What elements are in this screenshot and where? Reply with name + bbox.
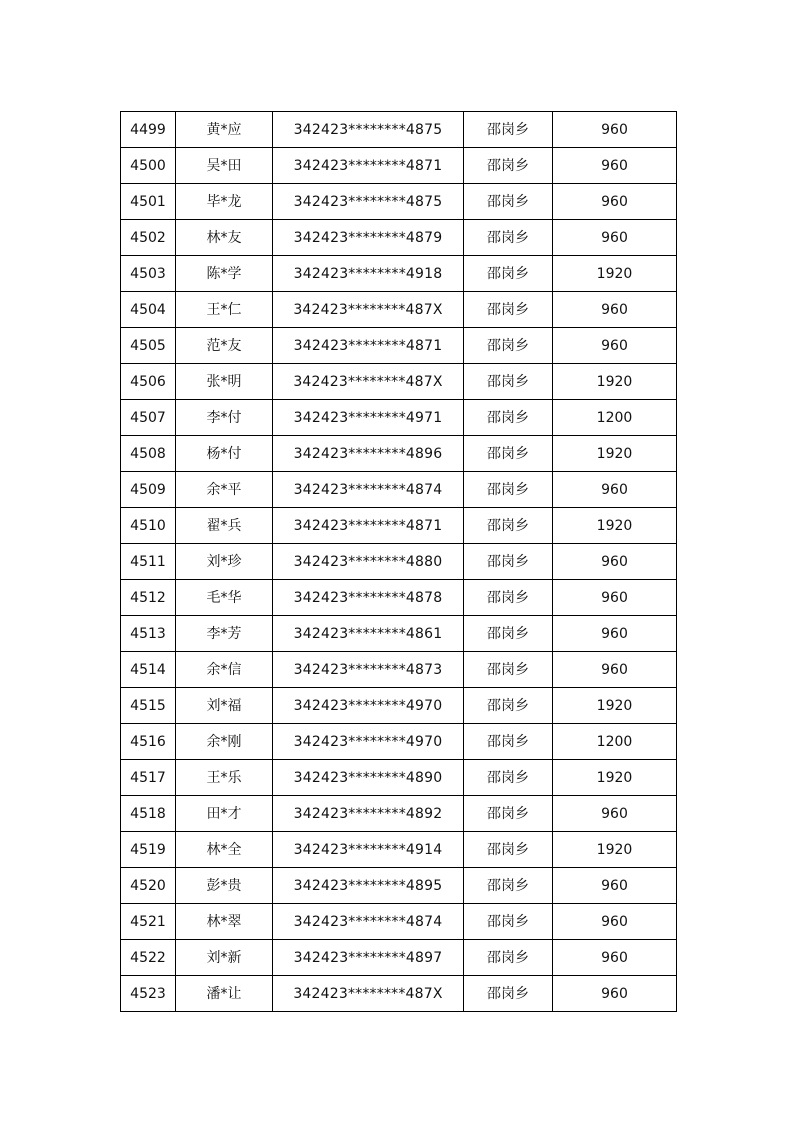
id-number-cell: 342423********4880 <box>273 544 464 580</box>
name-cell: 李*芳 <box>176 616 273 652</box>
id-number-cell: 342423********4897 <box>273 940 464 976</box>
table-row <box>121 760 677 796</box>
name-cell: 陈*学 <box>176 256 273 292</box>
id-number-cell: 342423********487X <box>273 292 464 328</box>
row-number-cell: 4512 <box>121 580 176 616</box>
table-row <box>121 508 677 544</box>
name-cell: 潘*让 <box>176 976 273 1012</box>
table-row <box>121 292 677 328</box>
township-cell: 邵岗乡 <box>464 868 553 904</box>
id-number-cell: 342423********4896 <box>273 436 464 472</box>
table-row <box>121 112 677 148</box>
table-row <box>121 544 677 580</box>
amount-cell: 960 <box>553 472 677 508</box>
township-cell: 邵岗乡 <box>464 364 553 400</box>
row-number-cell: 4505 <box>121 328 176 364</box>
row-number-cell: 4520 <box>121 868 176 904</box>
row-number-cell: 4517 <box>121 760 176 796</box>
row-number-cell: 4501 <box>121 184 176 220</box>
row-number-cell: 4511 <box>121 544 176 580</box>
amount-cell: 960 <box>553 616 677 652</box>
name-cell: 吴*田 <box>176 148 273 184</box>
row-number-cell: 4508 <box>121 436 176 472</box>
township-cell: 邵岗乡 <box>464 832 553 868</box>
township-cell: 邵岗乡 <box>464 796 553 832</box>
amount-cell: 960 <box>553 940 677 976</box>
township-cell: 邵岗乡 <box>464 760 553 796</box>
name-cell: 刘*福 <box>176 688 273 724</box>
amount-cell: 1920 <box>553 436 677 472</box>
table-row <box>121 580 677 616</box>
township-cell: 邵岗乡 <box>464 724 553 760</box>
table-row <box>121 832 677 868</box>
row-number-cell: 4515 <box>121 688 176 724</box>
table-row <box>121 472 677 508</box>
table-row <box>121 904 677 940</box>
amount-cell: 960 <box>553 184 677 220</box>
name-cell: 王*乐 <box>176 760 273 796</box>
id-number-cell: 342423********487X <box>273 976 464 1012</box>
table-row <box>121 328 677 364</box>
table-row <box>121 256 677 292</box>
name-cell: 毕*龙 <box>176 184 273 220</box>
amount-cell: 960 <box>553 544 677 580</box>
amount-cell: 1200 <box>553 400 677 436</box>
township-cell: 邵岗乡 <box>464 256 553 292</box>
amount-cell: 1920 <box>553 832 677 868</box>
id-number-cell: 342423********4890 <box>273 760 464 796</box>
amount-cell: 960 <box>553 292 677 328</box>
name-cell: 田*才 <box>176 796 273 832</box>
name-cell: 余*信 <box>176 652 273 688</box>
row-number-cell: 4522 <box>121 940 176 976</box>
id-number-cell: 342423********4892 <box>273 796 464 832</box>
table-row <box>121 940 677 976</box>
id-number-cell: 342423********4970 <box>273 724 464 760</box>
amount-cell: 960 <box>553 868 677 904</box>
table-row <box>121 688 677 724</box>
id-number-cell: 342423********4875 <box>273 184 464 220</box>
table-row <box>121 184 677 220</box>
id-number-cell: 342423********4871 <box>273 148 464 184</box>
table-row <box>121 724 677 760</box>
roster-table-body <box>121 112 677 1012</box>
row-number-cell: 4523 <box>121 976 176 1012</box>
township-cell: 邵岗乡 <box>464 616 553 652</box>
id-number-cell: 342423********4879 <box>273 220 464 256</box>
table-row <box>121 364 677 400</box>
township-cell: 邵岗乡 <box>464 220 553 256</box>
id-number-cell: 342423********4875 <box>273 112 464 148</box>
id-number-cell: 342423********4874 <box>273 904 464 940</box>
name-cell: 李*付 <box>176 400 273 436</box>
name-cell: 刘*珍 <box>176 544 273 580</box>
township-cell: 邵岗乡 <box>464 976 553 1012</box>
id-number-cell: 342423********4971 <box>273 400 464 436</box>
name-cell: 刘*新 <box>176 940 273 976</box>
table-row <box>121 436 677 472</box>
row-number-cell: 4514 <box>121 652 176 688</box>
name-cell: 张*明 <box>176 364 273 400</box>
amount-cell: 960 <box>553 976 677 1012</box>
id-number-cell: 342423********4871 <box>273 328 464 364</box>
id-number-cell: 342423********487X <box>273 364 464 400</box>
table-row <box>121 220 677 256</box>
township-cell: 邵岗乡 <box>464 940 553 976</box>
township-cell: 邵岗乡 <box>464 652 553 688</box>
id-number-cell: 342423********4895 <box>273 868 464 904</box>
table-row <box>121 148 677 184</box>
row-number-cell: 4503 <box>121 256 176 292</box>
name-cell: 余*刚 <box>176 724 273 760</box>
row-number-cell: 4506 <box>121 364 176 400</box>
amount-cell: 960 <box>553 580 677 616</box>
amount-cell: 960 <box>553 904 677 940</box>
township-cell: 邵岗乡 <box>464 580 553 616</box>
township-cell: 邵岗乡 <box>464 688 553 724</box>
id-number-cell: 342423********4874 <box>273 472 464 508</box>
table-row <box>121 796 677 832</box>
id-number-cell: 342423********4918 <box>273 256 464 292</box>
table-row <box>121 868 677 904</box>
amount-cell: 1920 <box>553 760 677 796</box>
amount-cell: 1920 <box>553 688 677 724</box>
id-number-cell: 342423********4861 <box>273 616 464 652</box>
township-cell: 邵岗乡 <box>464 544 553 580</box>
township-cell: 邵岗乡 <box>464 508 553 544</box>
amount-cell: 960 <box>553 796 677 832</box>
row-number-cell: 4499 <box>121 112 176 148</box>
township-cell: 邵岗乡 <box>464 472 553 508</box>
township-cell: 邵岗乡 <box>464 328 553 364</box>
row-number-cell: 4510 <box>121 508 176 544</box>
row-number-cell: 4519 <box>121 832 176 868</box>
table-row <box>121 652 677 688</box>
id-number-cell: 342423********4878 <box>273 580 464 616</box>
id-number-cell: 342423********4871 <box>273 508 464 544</box>
row-number-cell: 4509 <box>121 472 176 508</box>
township-cell: 邵岗乡 <box>464 904 553 940</box>
amount-cell: 1920 <box>553 364 677 400</box>
name-cell: 余*平 <box>176 472 273 508</box>
name-cell: 黄*应 <box>176 112 273 148</box>
township-cell: 邵岗乡 <box>464 292 553 328</box>
row-number-cell: 4504 <box>121 292 176 328</box>
row-number-cell: 4516 <box>121 724 176 760</box>
amount-cell: 960 <box>553 148 677 184</box>
name-cell: 杨*付 <box>176 436 273 472</box>
name-cell: 林*翠 <box>176 904 273 940</box>
table-row <box>121 616 677 652</box>
row-number-cell: 4518 <box>121 796 176 832</box>
row-number-cell: 4507 <box>121 400 176 436</box>
amount-cell: 960 <box>553 112 677 148</box>
id-number-cell: 342423********4970 <box>273 688 464 724</box>
amount-cell: 960 <box>553 220 677 256</box>
table-row <box>121 400 677 436</box>
township-cell: 邵岗乡 <box>464 148 553 184</box>
name-cell: 毛*华 <box>176 580 273 616</box>
subsidy-roster-table <box>120 111 677 1012</box>
name-cell: 范*友 <box>176 328 273 364</box>
township-cell: 邵岗乡 <box>464 184 553 220</box>
amount-cell: 960 <box>553 652 677 688</box>
table-row <box>121 976 677 1012</box>
name-cell: 翟*兵 <box>176 508 273 544</box>
row-number-cell: 4513 <box>121 616 176 652</box>
name-cell: 林*友 <box>176 220 273 256</box>
id-number-cell: 342423********4914 <box>273 832 464 868</box>
name-cell: 王*仁 <box>176 292 273 328</box>
amount-cell: 1920 <box>553 508 677 544</box>
name-cell: 彭*贵 <box>176 868 273 904</box>
row-number-cell: 4521 <box>121 904 176 940</box>
row-number-cell: 4502 <box>121 220 176 256</box>
township-cell: 邵岗乡 <box>464 400 553 436</box>
amount-cell: 1200 <box>553 724 677 760</box>
row-number-cell: 4500 <box>121 148 176 184</box>
amount-cell: 1920 <box>553 256 677 292</box>
id-number-cell: 342423********4873 <box>273 652 464 688</box>
amount-cell: 960 <box>553 328 677 364</box>
name-cell: 林*全 <box>176 832 273 868</box>
township-cell: 邵岗乡 <box>464 436 553 472</box>
township-cell: 邵岗乡 <box>464 112 553 148</box>
